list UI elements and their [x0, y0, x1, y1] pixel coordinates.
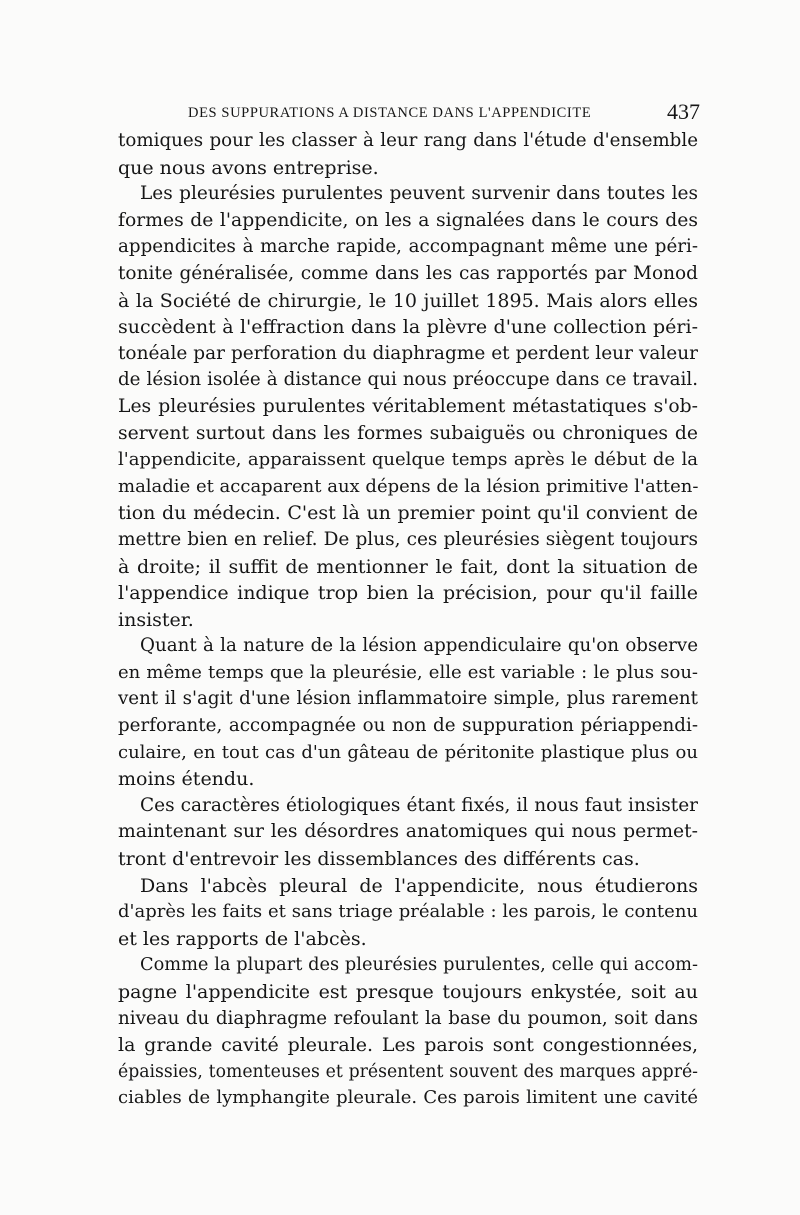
running-title: DES SUPPURATIONS A DISTANCE DANS L'APPENDICITE — [188, 105, 592, 121]
page-number: 437 — [667, 99, 700, 124]
text-line: maintenant sur les désordres anatomiques qui nous permet- — [118, 821, 698, 843]
text-line: culaire, en tout cas d'un gâteau de péritonite plastique plus ou — [118, 741, 698, 763]
running-head — [118, 101, 700, 125]
text-line: Les pleurésies purulentes véritablement métastatiques s'ob- — [118, 395, 698, 417]
text-line: appendicites à marche rapide, accompagnant même une péri- — [118, 236, 698, 258]
text-line: que nous avons entreprise. — [118, 156, 379, 179]
text-line: en même temps que la pleurésie, elle est variable : le plus sou- — [118, 661, 698, 683]
text-line: maladie et accaparent aux dépens de la lésion primitive l'atten- — [118, 475, 698, 497]
text-line: à la Société de chirurgie, le 10 juillet 1895. Mais alors elles — [118, 289, 698, 312]
text-line: mettre bien en relief. De plus, ces pleurésies siègent toujours — [118, 528, 698, 550]
text-line: tonéale par perforation du diaphragme et perdent leur valeur — [118, 342, 698, 364]
text-line: d'après les faits et sans triage préalable : les parois, le contenu — [118, 901, 698, 923]
text-line: Quant à la nature de la lésion appendiculaire qu'on observe — [140, 635, 698, 657]
text-line: de lésion isolée à distance qui nous préoccupe dans ce travail. — [118, 369, 698, 391]
text-line: Comme la plupart des pleurésies purulentes, celle qui accom- — [140, 955, 698, 976]
text-line: l'appendicite, apparaissent quelque temps après le début de la — [118, 449, 698, 471]
text-line: tront d'entrevoir les dissemblances des différents cas. — [118, 848, 640, 871]
text-line: à droite; il suffit de mentionner le fait, dont la situation de — [118, 555, 698, 578]
text-line: Les pleurésies purulentes peuvent survenir dans toutes les — [140, 183, 698, 205]
text-line: moins étendu. — [118, 768, 255, 791]
text-line: et les rapports de l'abcès. — [118, 927, 367, 950]
text-line: épaissies, tomenteuses et présentent souvent des marques appré- — [118, 1061, 698, 1082]
text-line: perforante, accompagnée ou non de suppuration périappendi- — [118, 715, 698, 737]
text-line: tomiques pour les classer à leur rang dans l'étude d'ensemble — [118, 130, 698, 151]
text-line: niveau du diaphragme refoulant la base du poumon, soit dans — [118, 1007, 698, 1029]
text-line: vent il s'agit d'une lésion inflammatoire simple, plus rarement — [118, 688, 698, 710]
text-line: insister. — [118, 608, 194, 631]
text-line: tonite généralisée, comme dans les cas rapportés par Monod — [118, 262, 698, 284]
text-line: ciables de lymphangite pleurale. Ces parois limitent une cavité — [118, 1087, 698, 1109]
text-line: tion du médecin. C'est là un premier point qu'il convient de — [118, 502, 698, 525]
text-line: servent surtout dans les formes subaiguës ou chroniques de — [118, 422, 698, 444]
text-line: Dans l'abcès pleural de l'appendicite, nous étudierons — [140, 874, 698, 897]
text-line: formes de l'appendicite, on les a signalées dans le cours des — [118, 209, 698, 231]
text-line: succèdent à l'effraction dans la plèvre d'une collection péri- — [118, 316, 698, 339]
text-line: la grande cavité pleurale. Les parois sont congestionnées, — [118, 1034, 698, 1057]
body-text — [118, 128, 698, 1112]
text-line: l'appendice indique trop bien la précision, pour qu'il faille — [118, 582, 698, 605]
text-line: Ces caractères étiologiques étant fixés, il nous faut insister — [140, 794, 698, 816]
text-line: pagne l'appendicite est presque toujours enkystée, soit au — [118, 981, 698, 1003]
